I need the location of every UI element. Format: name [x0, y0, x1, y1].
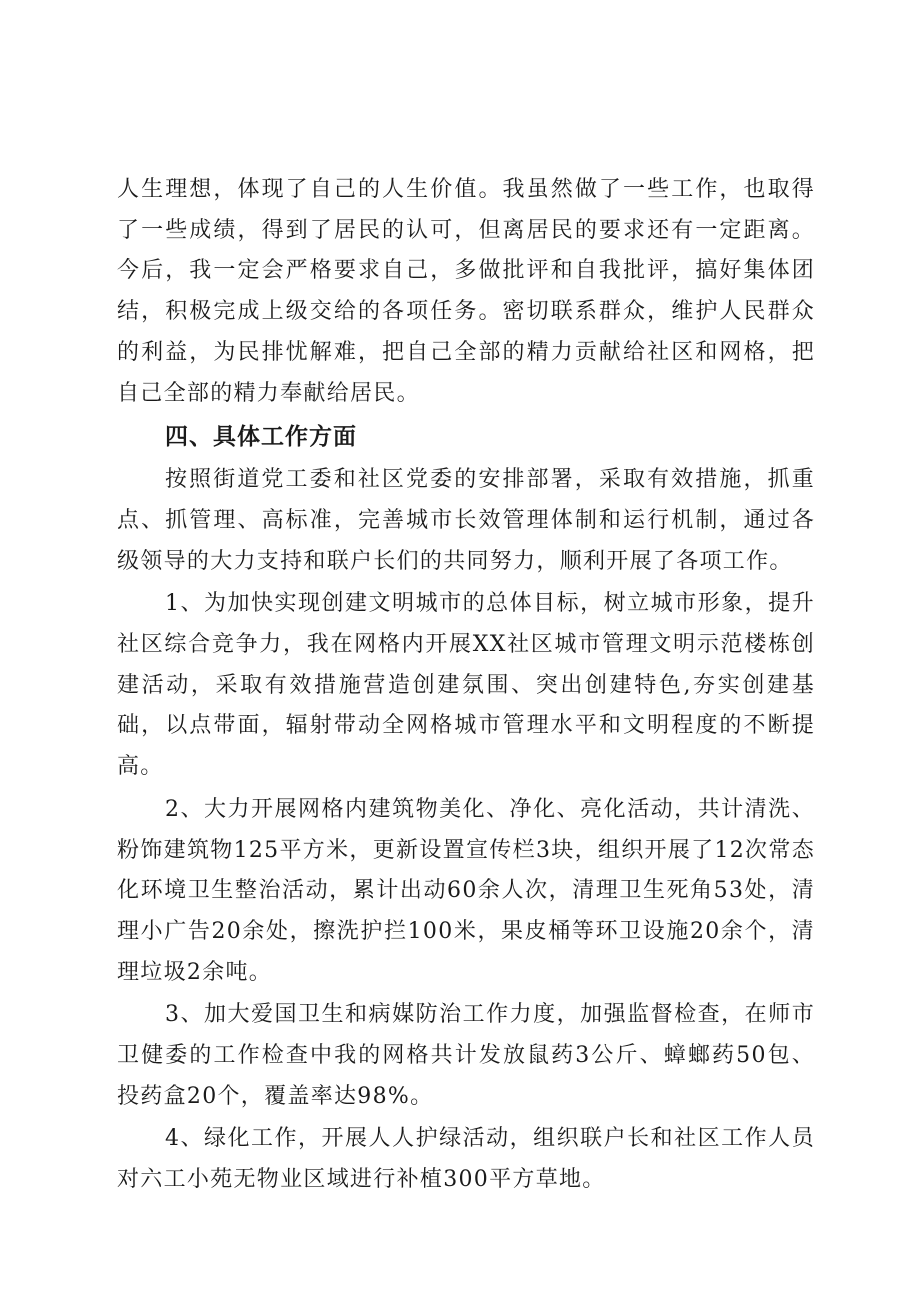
work-item-2-paragraph: 2、大力开展网格内建筑物美化、净化、亮化活动，共计清洗、粉饰建筑物125平方米，更新设置宣传栏3块，组织开展了12次常态化环境卫生整治活动，累计出动60余人次，清理卫生死角53处，清理小广告20余处，擦洗护拦100米，果皮桶等环卫设施20余个，清理垃圾2余吨。 [117, 796, 815, 985]
section-heading: 四、具体工作方面 [165, 424, 357, 451]
section-intro-paragraph: 按照街道党工委和社区党委的安排部署，采取有效措施，抓重点、抓管理、高标准，完善城市长效管理体制和运行机制，通过各级领导的大力支持和联户长们的共同努力，顺利开展了各项工作。 [117, 467, 815, 574]
work-item-3-paragraph: 3、加大爱国卫生和病媒防治工作力度，加强监督检查，在师市卫健委的工作检查中我的网格共计发放鼠药3公斤、蟑螂药50包、投药盒20个，覆盖率达98%。 [117, 1002, 815, 1109]
document-body [117, 170, 815, 1201]
continued-paragraph: 人生理想，体现了自己的人生价值。我虽然做了一些工作，也取得了一些成绩，得到了居民的认可，但离居民的要求还有一定距离。今后，我一定会严格要求自己，多做批评和自我批评，搞好集体团结，积极完成上级交给的各项任务。密切联系群众，维护人民群众的利益，为民排忧解难，把自己全部的精力贡献给社区和网格，把自己全部的精力奉献给居民。 [117, 177, 815, 406]
work-item-1-paragraph: 1、为加快实现创建文明城市的总体目标，树立城市形象，提升社区综合竞争力，我在网格内开展XX社区城市管理文明示范楼栋创建活动，采取有效措施营造创建氛围、突出创建特色,夯实创建基础，以点带面，辐射带动全网格城市管理水平和文明程度的不断提高。 [117, 591, 815, 780]
work-item-4-paragraph: 4、绿化工作，开展人人护绿活动，组织联户长和社区工作人员对六工小苑无物业区域进行补植300平方草地。 [117, 1126, 815, 1193]
